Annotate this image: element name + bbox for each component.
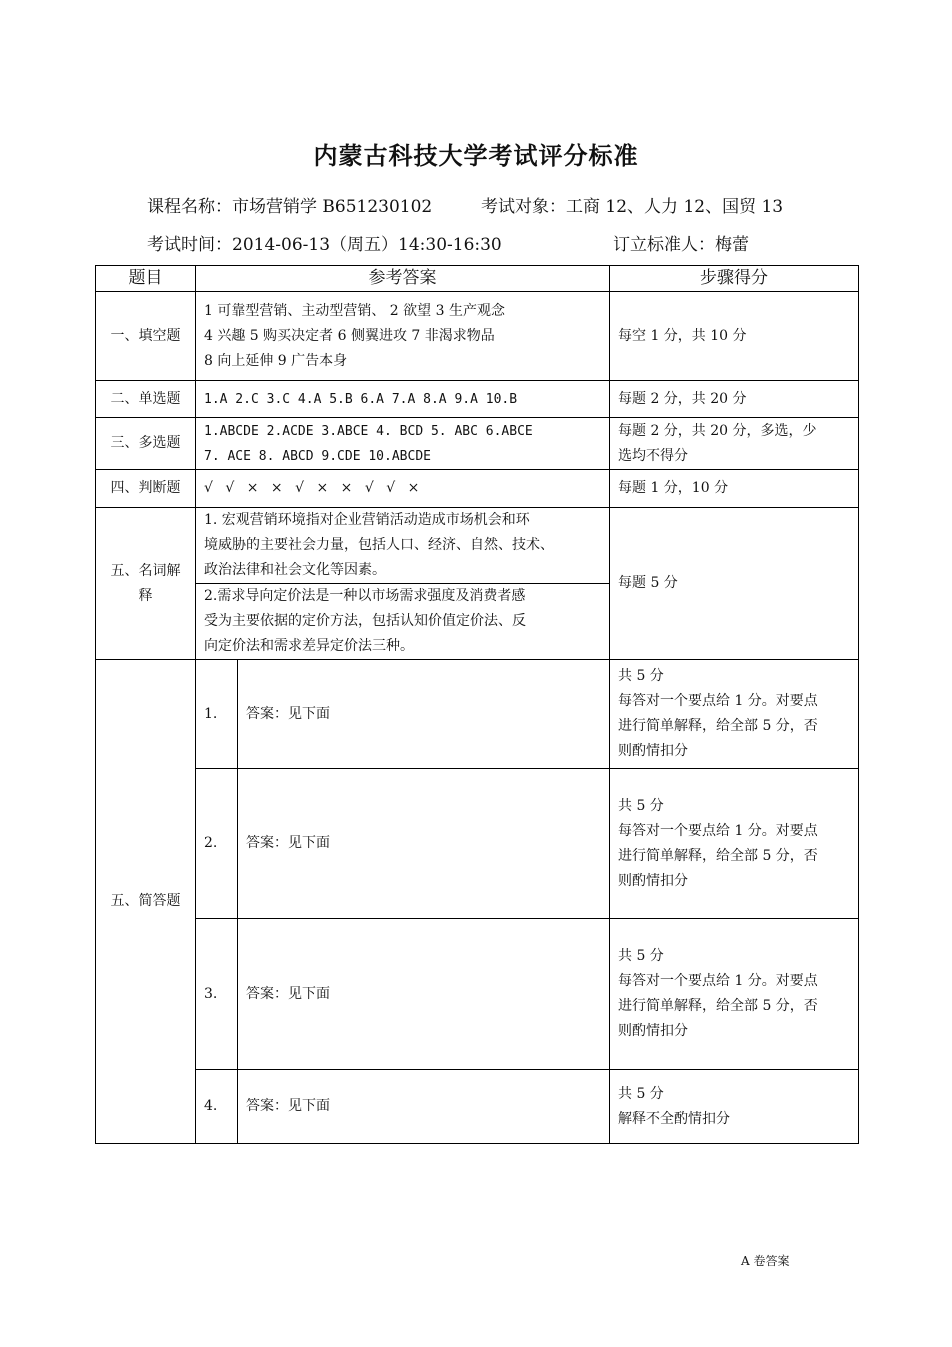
table-row <box>96 381 859 418</box>
score-line: 每答对一个要点给 1 分。对要点 <box>618 693 818 709</box>
score-terms: 每题 5 分 <box>610 508 859 660</box>
score-multi <box>610 418 859 470</box>
answer-multi <box>196 418 610 470</box>
exam-time: 考试时间：2014-06-13（周五）14:30-16:30 <box>147 235 502 255</box>
score-fill: 每空 1 分，共 10 分 <box>610 292 859 381</box>
short-num: 3. <box>196 919 238 1070</box>
short-score <box>610 1070 859 1144</box>
category-fill: 一、填空题 <box>96 292 196 381</box>
page-title: 内蒙古科技大学考试评分标准 <box>313 142 639 170</box>
category-judge: 四、判断题 <box>96 470 196 508</box>
short-score <box>610 769 859 919</box>
course-name: 课程名称：市场营销学 B651230102 <box>147 197 433 217</box>
short-num: 4. <box>196 1070 238 1144</box>
answer-line: 受为主要依据的定价方法，包括认知价值定价法、反 <box>204 613 526 629</box>
answer-line: 2.需求导向定价法是一种以市场需求强度及消费者感 <box>204 588 526 604</box>
score-line: 每答对一个要点给 1 分。对要点 <box>618 822 818 839</box>
score-line: 进行简单解释，给全部 5 分，否 <box>618 718 818 734</box>
answer-line: 向定价法和需求差异定价法三种。 <box>204 638 414 654</box>
answer-line: 1.ABCDE 2.ACDE 3.ABCE 4. BCD 5. ABC 6.ABCE <box>204 423 533 439</box>
score-line: 每题 2 分，共 20 分，多选，少 <box>618 422 817 439</box>
short-answer: 答案：见下面 <box>238 769 610 919</box>
answer-line: 8 向上延伸 9 广告本身 <box>204 352 348 369</box>
score-line: 选均不得分 <box>618 447 688 464</box>
header-question: 题目 <box>96 266 196 292</box>
short-answer: 答案：见下面 <box>238 919 610 1070</box>
score-line: 进行简单解释，给全部 5 分，否 <box>618 998 818 1014</box>
table-row <box>96 1070 859 1144</box>
category-line: 五、名词解 <box>110 562 181 579</box>
short-answer: 答案：见下面 <box>238 660 610 769</box>
short-answer: 答案：见下面 <box>238 1070 610 1144</box>
score-judge: 每题 1 分，10 分 <box>610 470 859 508</box>
table-row <box>96 418 859 470</box>
score-line: 共 5 分 <box>618 797 664 814</box>
answer-judge: √ √ × × √ × × √ √ × <box>196 470 610 508</box>
score-line: 共 5 分 <box>618 1085 664 1102</box>
grading-table <box>95 265 859 1144</box>
score-line: 则酌情扣分 <box>618 872 688 889</box>
category-multi: 三、多选题 <box>96 418 196 470</box>
short-num: 2. <box>196 769 238 919</box>
paper-version-label: A 卷答案 <box>741 1254 790 1268</box>
answer-line: 政治法律和社会文化等因素。 <box>204 562 386 578</box>
table-row <box>96 508 859 584</box>
answer-term-1 <box>196 508 610 584</box>
score-line: 则酌情扣分 <box>618 743 688 759</box>
score-single: 每题 2 分，共 20 分 <box>610 381 859 418</box>
score-line: 共 5 分 <box>618 668 664 684</box>
table-row <box>96 660 859 769</box>
answer-line: 境威胁的主要社会力量，包括人口、经济、自然、技术、 <box>204 537 554 553</box>
score-line: 共 5 分 <box>618 948 664 964</box>
category-terms <box>96 508 196 660</box>
short-score <box>610 919 859 1070</box>
score-line: 解释不全酌情扣分 <box>618 1110 730 1127</box>
answer-line: 1. 宏观营销环境指对企业营销活动造成市场机会和环 <box>204 512 530 528</box>
category-single: 二、单选题 <box>96 381 196 418</box>
score-line: 则酌情扣分 <box>618 1023 688 1039</box>
answer-line: 1 可靠型营销、主动型营销、 2 欲望 3 生产观念 <box>204 302 505 319</box>
short-score <box>610 660 859 769</box>
standard-author: 订立标准人：梅蕾 <box>613 235 749 255</box>
table-row <box>96 769 859 919</box>
table-header-row <box>96 266 859 292</box>
answer-fill <box>196 292 610 381</box>
table-row <box>96 292 859 381</box>
score-line: 进行简单解释，给全部 5 分，否 <box>618 847 818 864</box>
short-num: 1. <box>196 660 238 769</box>
answer-line: 7. ACE 8. ABCD 9.CDE 10.ABCDE <box>204 448 431 464</box>
answer-single: 1.A 2.C 3.C 4.A 5.B 6.A 7.A 8.A 9.A 10.B <box>196 381 610 418</box>
answer-line: 4 兴趣 5 购买决定者 6 侧翼进攻 7 非渴求物品 <box>204 327 495 344</box>
score-line: 每答对一个要点给 1 分。对要点 <box>618 973 818 989</box>
header-answer: 参考答案 <box>196 266 610 292</box>
category-short: 五、简答题 <box>96 660 196 1144</box>
table-row <box>96 919 859 1070</box>
category-line: 释 <box>138 587 153 604</box>
table-row <box>96 470 859 508</box>
answer-term-2 <box>196 584 610 660</box>
exam-target: 考试对象：工商 12、人力 12、国贸 13 <box>481 197 784 217</box>
header-score: 步骤得分 <box>610 266 859 292</box>
